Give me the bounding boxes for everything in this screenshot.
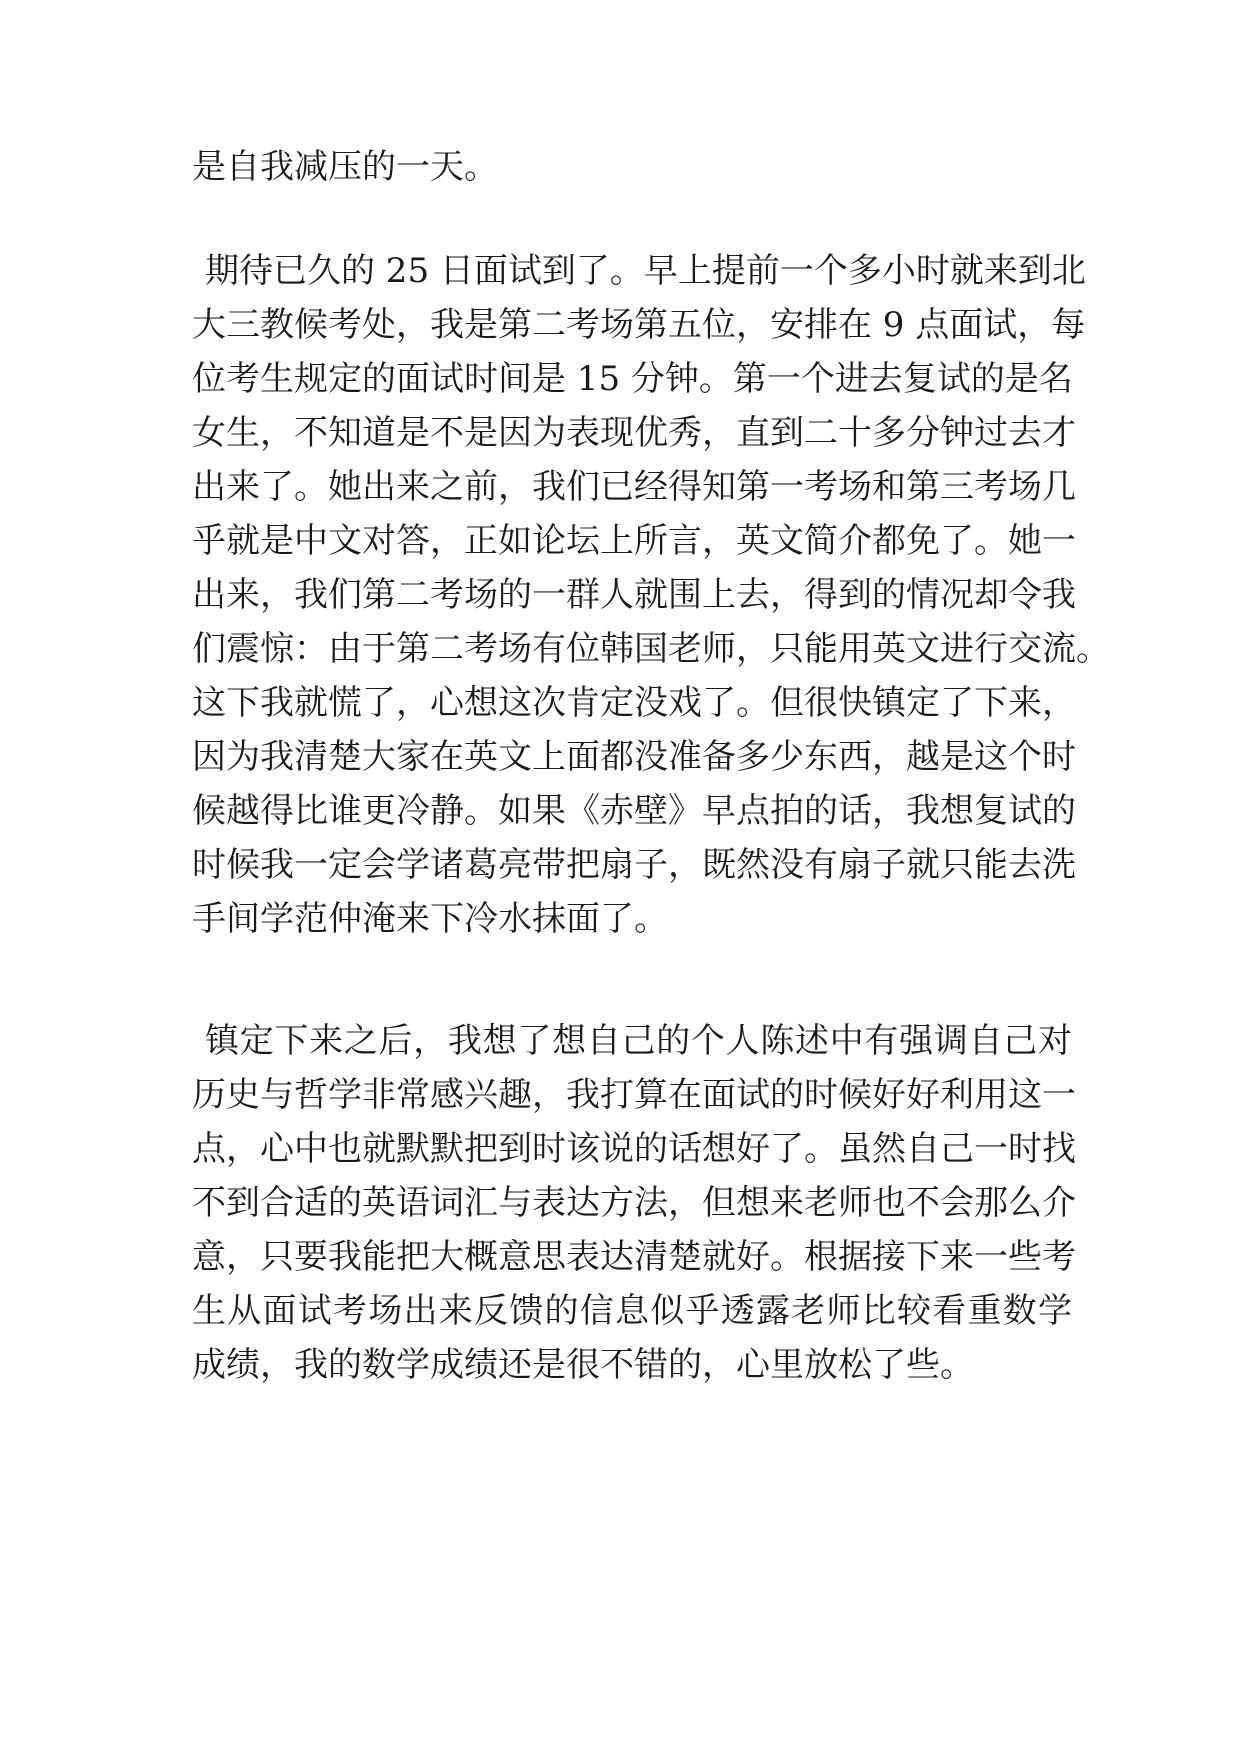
- paragraph-2-line-10: 因为我清楚大家在英文上面都没准备多少东西，越是这个时: [192, 737, 1076, 777]
- paragraph-2-line-6: 乎就是中文对答，正如论坛上所言，英文简介都免了。她一: [192, 521, 1076, 561]
- paragraph-2-line-4: 女生，不知道是不是因为表现优秀，直到二十多分钟过去才: [192, 413, 1076, 453]
- paragraph-2-line-13: 手间学范仲淹来下冷水抹面了。: [192, 899, 668, 939]
- paragraph-3-line-5: 意，只要我能把大概意思表达清楚就好。根据接下来一些考: [192, 1237, 1076, 1277]
- paragraph-3-line-6: 生从面试考场出来反馈的信息似乎透露老师比较看重数学: [192, 1291, 1072, 1331]
- paragraph-3-line-4: 不到合适的英语词汇与表达方法，但想来老师也不会那么介: [192, 1183, 1076, 1223]
- paragraph-3-line-2: 历史与哲学非常感兴趣，我打算在面试的时候好好利用这一: [192, 1075, 1076, 1115]
- paragraph-2-line-1: 期待已久的 25 日面试到了。早上提前一个多小时就来到北: [205, 251, 1086, 291]
- paragraph-2-line-11: 候越得比谁更冷静。如果《赤壁》早点拍的话，我想复试的: [192, 791, 1076, 831]
- paragraph-3-line-1: 镇定下来之后，我想了想自己的个人陈述中有强调自己对: [205, 1021, 1072, 1061]
- paragraph-2-line-12: 时候我一定会学诸葛亮带把扇子，既然没有扇子就只能去洗: [192, 845, 1076, 885]
- paragraph-1-line-1: 是自我减压的一天。: [192, 147, 498, 187]
- paragraph-3-line-3: 点，心中也就默默把到时该说的话想好了。虽然自己一时找: [192, 1129, 1076, 1169]
- paragraph-2-line-8: 们震惊：由于第二考场有位韩国老师，只能用英文进行交流。: [192, 629, 1110, 669]
- paragraph-2-line-2: 大三教候考处，我是第二考场第五位，安排在 9 点面试，每: [192, 305, 1086, 345]
- paragraph-2-line-3: 位考生规定的面试时间是 15 分钟。第一个进去复试的是名: [192, 359, 1073, 399]
- paragraph-2-line-9: 这下我就慌了，心想这次肯定没戏了。但很快镇定了下来，: [192, 683, 1076, 723]
- paragraph-2-line-7: 出来，我们第二考场的一群人就围上去，得到的情况却令我: [192, 575, 1076, 615]
- paragraph-3-line-7: 成绩，我的数学成绩还是很不错的，心里放松了些。: [192, 1345, 974, 1385]
- paragraph-2-line-5: 出来了。她出来之前，我们已经得知第一考场和第三考场几: [192, 467, 1076, 507]
